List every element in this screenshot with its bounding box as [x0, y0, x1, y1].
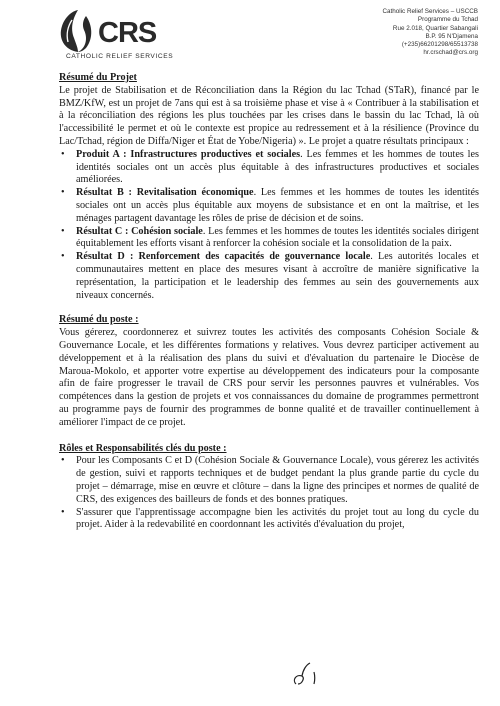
role-item [59, 507, 479, 533]
logo-text: CRS [98, 17, 157, 49]
address-line: Catholic Relief Services – USCCB [382, 8, 478, 15]
project-intro: Le projet de Stabilisation et de Réconciliation dans la Région du lac Tchad (STaR), financé par le BMZ/KfW, est un projet de 7ans qui est à sa troisième phase et vise à « Contribuer à la stabilisation et à la réconciliation des régions les plus touchées par les crises dans le bassin du lac Tchad, là où l'accessibilité le permet et où le contexte est propice au redressement et à la résilience (Province du Lac/Tchad, région de Diffa/Niger et État de Yobe/Nigeria) ». Le projet a quatre résultats principaux : [59, 84, 479, 147]
result-text: . Les femmes et les hommes de toutes les identités sociales dirigent équitablement les efforts visant à renforcer la cohésion sociale et la consolidation de la paix. [76, 225, 479, 250]
address-line: Rue 2.018, Quartier Sabangali [392, 24, 478, 32]
result-label: Résultat D : Renforcement des capacités de gouvernance locale [76, 251, 371, 263]
bullet-icon: • [61, 455, 65, 467]
result-item [59, 149, 479, 187]
section-title-roles: Rôles et Responsabilités clés du poste : [59, 442, 227, 454]
initials-signature [290, 660, 330, 690]
bullet-icon: • [61, 187, 65, 199]
role-item [59, 455, 479, 506]
address-line: Programme du Tchad [417, 16, 478, 24]
logo-subtitle: CATHOLIC RELIEF SERVICES [66, 53, 174, 60]
results-list [59, 149, 479, 303]
bullet-icon: • [61, 251, 65, 263]
bullet-icon: • [61, 148, 65, 160]
crs-logo [56, 8, 176, 68]
section-title-resume-poste: Résumé du poste : [59, 314, 139, 326]
position-summary: Vous gérerez, coordonnerez et suivrez toutes les activités des composants Cohésion Sociale & Gouvernance Locale, et les différentes formations y relatives. Vous devrez participer activement au développement et à la réalisation des plans du suivi et d'évaluation du partenaire le Diocèse de Maroua-Mokolo, et apporter votre expertise au développement des indicateurs pour la composante afin de faire progresser le travail de CRS pour servir les personnes pauvres et vulnérables. Vos compétences dans la gestion de projets et vos connaissances du domaine de programmes permettront au programme pays de fournir des programmes de bonne qualité et de travailler continuellement à améliorer l'impact de ce projet. [59, 327, 479, 428]
address-line: hr.crschad@crs.org [423, 49, 478, 57]
result-label: Résultat C : Cohésion sociale [76, 225, 203, 237]
result-item [59, 251, 479, 302]
result-item [59, 226, 479, 252]
bullet-icon: • [61, 506, 65, 518]
result-text: . Les femmes et les hommes de toutes les identités sociales ont un accès plus équitable à des infrastructures productives et sociales améliorées. [76, 148, 479, 186]
role-text: Pour les Composants C et D (Cohésion Sociale & Gouvernance Locale), vous gérerez les activités de gestion, suivi et rapports techniques et de budget pendant la plus grande partie du cycle du projet – démarrage, mise en œuvre et clôture – dans la ligne des principes et normes de qualité de CRS, des exigences des bailleurs de fonds et des bonnes pratiques. [76, 455, 479, 505]
result-text: . Les autorités locales et communautaires mettent en place des mesures visant à accroître de manière significative la représentation, la participation et le leadership des femmes au sein des gouvernements aux niveaux concernés. [76, 251, 479, 301]
result-text: . Les femmes et les hommes de toutes les identités sociales ont un accès plus équitable aux moyens de subsistance et en ont la maîtrise, et les ménages partagent davantage les rôles de prise de décision et de soins. [76, 187, 479, 224]
section-title-resume-projet: Résumé du Projet [59, 72, 137, 83]
bullet-icon: • [61, 225, 65, 237]
address-line: B.P. 95 N'Djamena [425, 32, 478, 40]
result-label: Résultat B : Revitalisation économique [76, 187, 254, 199]
result-label: Produit A : Infrastructures productives et sociales [76, 148, 301, 160]
roles-list [59, 455, 479, 532]
crs-flame-icon [56, 8, 100, 54]
address-block [382, 8, 478, 58]
document-body [59, 72, 479, 532]
result-item [59, 187, 479, 225]
role-text: S'assurer que l'apprentissage accompagne bien les activités du projet tout au long du cycle du projet. Aider à la redevabilité en coordonnant les activités d'évaluation du projet, [76, 506, 479, 531]
address-line: (+235)66201298/65513738 [401, 41, 478, 49]
